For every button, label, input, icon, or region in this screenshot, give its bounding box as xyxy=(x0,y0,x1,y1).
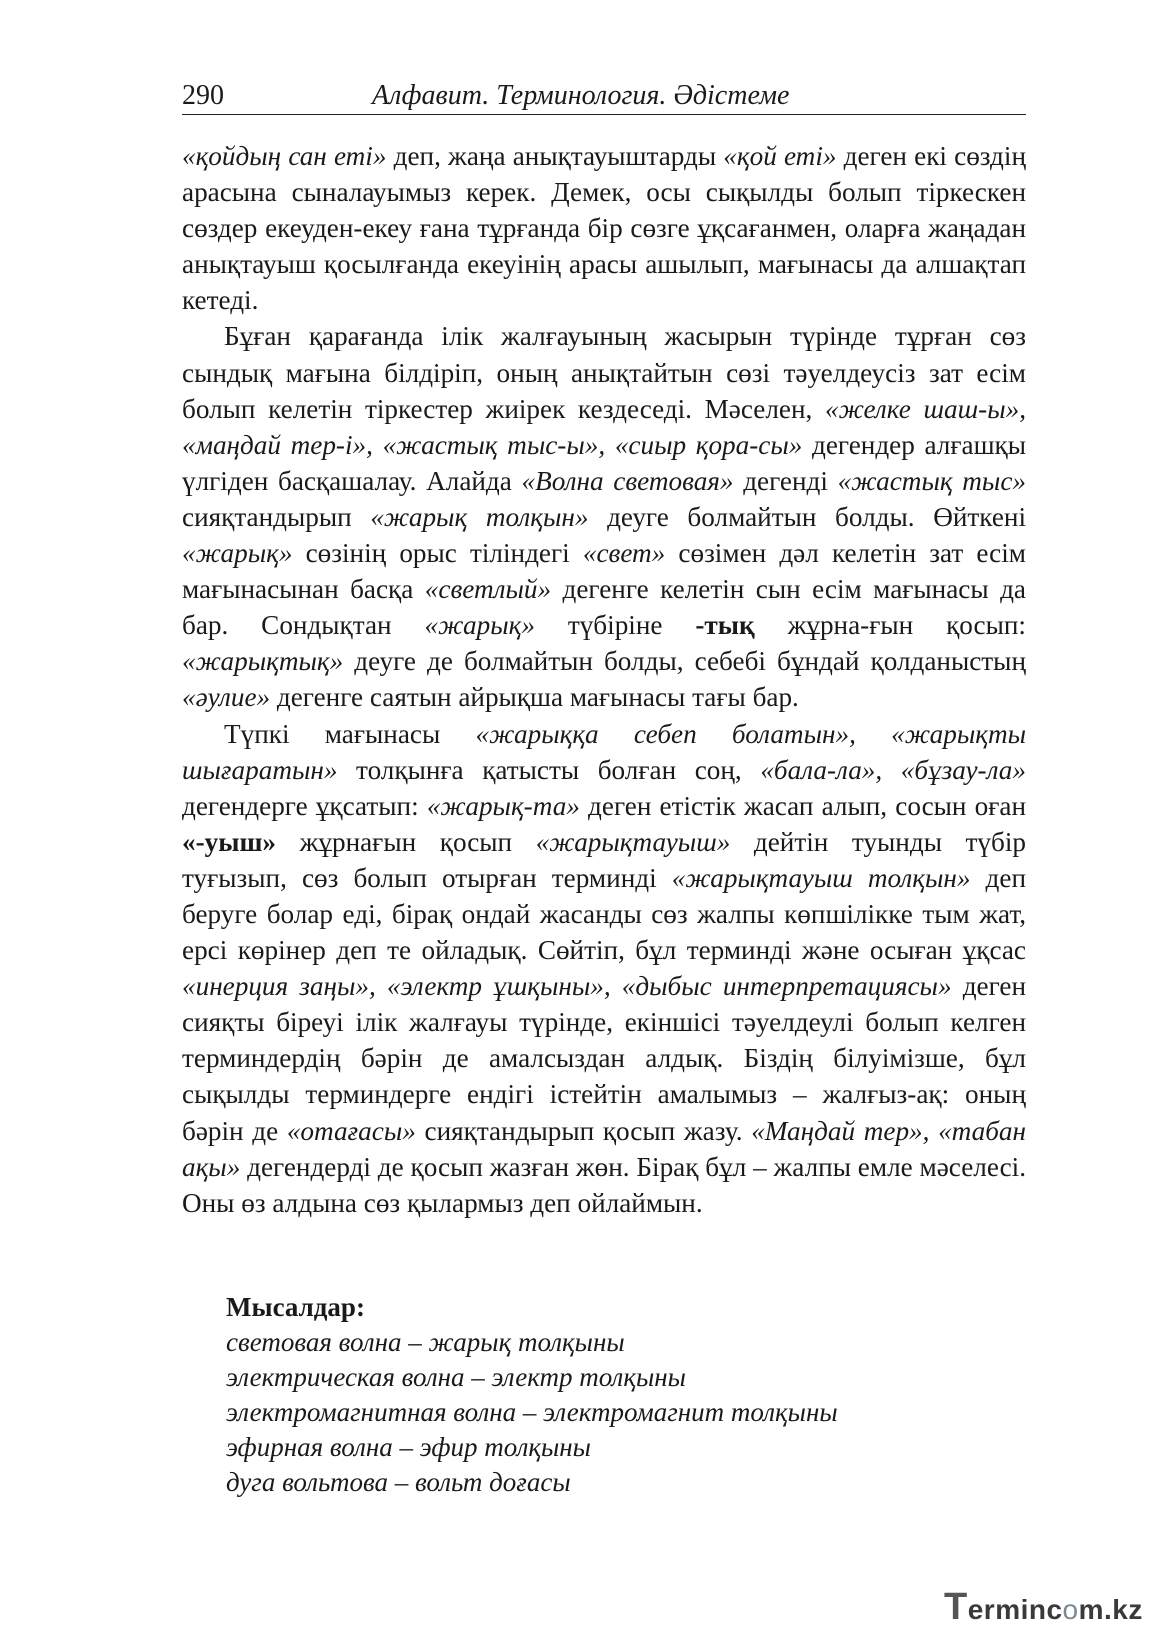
italic-term: «инерция заңы», «электр ұшқыны», «дыбыс интерпретациясы» xyxy=(182,971,952,1002)
text-run: сияқтандырып қосып жазу. xyxy=(415,1115,752,1146)
italic-term: «жарықтауыш» xyxy=(535,826,731,857)
paragraph xyxy=(182,318,1026,715)
example-line: эфирная волна – эфир толқыны xyxy=(226,1432,591,1462)
text-run: деген сияқты біреуі ілік жалғауы түрінде, екіншісі тәуелдеулі болып келген терминдердің бәрін де амалсыздан алдық. Біздің білуімізше, бұл сықылды терминдерге ендігі істейтін амалымыз – жалғыз-ақ: оның бәрін де xyxy=(182,971,1026,1146)
text-run: деуге болмайтын болды. Өйткені xyxy=(588,501,1026,532)
text-run: сөзінің орыс тіліндегі xyxy=(292,538,583,569)
text-run: дегендерді де қосып жазған жөн. Бірақ бұл – жалпы емле мәселесі. Оны өз алдына сөз қылармыз деп ойлаймын. xyxy=(182,1151,1026,1218)
italic-term: «әулие» xyxy=(182,682,271,713)
italic-term: «желке шаш-ы», «маңдай тер-і», «жастық тыс-ы», «сиыр қора-сы» xyxy=(182,393,1027,460)
italic-term: «бала-ла», «бұзау-ла» xyxy=(760,754,1026,785)
text-run: дегенге келетін сын есім мағынасы да бар. Сондықтан xyxy=(182,574,1026,641)
italic-term: «жарық-та» xyxy=(426,790,580,821)
italic-term: «жастық тыс» xyxy=(837,465,1026,496)
text-run: деген екі сөздің арасына сыналауымыз керек. Демек, осы сықылды болып тіркескен сөздер екеуден-екеу ғана тұрғанда бір сөзге ұқсағанмен, оларға жаңадан анықтауыш қосылғанда екеуінің арасы ашылып, мағынасы да алшақтап кетеді. xyxy=(182,141,1026,316)
italic-term: «жарықтық» xyxy=(182,646,344,677)
text-run: Түпкі мағынасы xyxy=(224,718,476,749)
running-header xyxy=(182,78,1026,115)
italic-term: «қойдың сан еті» xyxy=(182,141,387,171)
example-line: электромагнитная волна – электромагнит толқыны xyxy=(226,1397,838,1427)
text-run: дегендерге ұқсатып: xyxy=(182,790,427,821)
text-run: дегендер алғашқы үлгіден басқашалау. Алайда xyxy=(182,429,1026,496)
text-run: деп беруге болар еді, бірақ ондай жасанды сөз жалпы көпшілікке тым жат, ерсі көрінер деп те ойладық. Сөйтіп, бұл терминді және осыған ұқсас xyxy=(182,862,1026,966)
example-line: электрическая волна – электр толқыны xyxy=(226,1362,686,1392)
italic-term: «отағасы» xyxy=(286,1115,416,1146)
text-run: жұрнағын қосып xyxy=(276,826,536,857)
text-run: деген етістік жасап алып, сосын оған xyxy=(579,790,1026,821)
bold-suffix: -тық xyxy=(695,610,755,641)
example-line: световая волна – жарық толқыны xyxy=(226,1327,625,1357)
examples-heading: Мысалдар: xyxy=(226,1292,365,1322)
example-line: дуга вольтова – вольт доғасы xyxy=(226,1467,571,1497)
italic-term: «жарық» xyxy=(424,610,535,641)
text-run: дегенді xyxy=(733,465,838,496)
text-run: түбіріне xyxy=(534,610,696,641)
italic-term: «жарық» xyxy=(182,538,293,569)
text-run: Бұған қарағанда ілік жалғауының жасырын түрінде тұрған сөз сындық мағына білдіріп, оның анықтайтын сөзі тәуелдеусіз зат есім болып келетін тіркестер жиірек кездеседі. Мәселен, xyxy=(182,321,1026,424)
examples-block xyxy=(226,1290,1026,1500)
paragraph xyxy=(182,138,1026,318)
text-run: сияқтандырып xyxy=(182,501,371,532)
text-run: дейтін туынды түбір туғызып, сөз болып отырған терминді xyxy=(182,826,1026,893)
watermark-text: erminc xyxy=(967,1594,1063,1625)
italic-term: «қой еті» xyxy=(723,141,837,171)
watermark-text-end: m.kz xyxy=(1078,1594,1143,1625)
bold-suffix: «-уыш» xyxy=(182,826,277,857)
site-watermark xyxy=(944,1586,1144,1626)
italic-term: «свет» xyxy=(582,538,666,569)
watermark-logo-letter: T xyxy=(944,1586,968,1628)
text-run: жұрна-ғын қосып: xyxy=(754,610,1026,641)
text-run: сөзімен дәл келетін зат есім мағынасынан басқа xyxy=(182,538,1026,605)
italic-term: «жарық толқын» xyxy=(370,501,589,532)
body-text xyxy=(182,138,1026,1221)
italic-term: «Маңдай тер», «табан ақы» xyxy=(182,1115,1026,1182)
italic-term: «Волна световая» xyxy=(521,465,734,496)
watermark-magnifier-icon: o xyxy=(1062,1594,1079,1625)
text-run: деуге де болмайтын болды, себебі бұндай қолданыстың xyxy=(343,646,1026,677)
text-run: толқынға қатысты болған соң, xyxy=(337,754,761,785)
italic-term: «светлый» xyxy=(424,574,552,605)
paragraph xyxy=(182,716,1026,1221)
text-run: дегенге саятын айрықша мағынасы тағы бар. xyxy=(270,682,799,713)
text-run: деп, жаңа анықтауыштарды xyxy=(386,141,724,171)
italic-term: «жарыққа себеп болатын», «жарықты шығаратын» xyxy=(182,718,1027,785)
italic-term: «жарықтауыш толқын» xyxy=(671,862,971,893)
page-number: 290 xyxy=(182,80,224,111)
running-title: Алфавит. Терминология. Әдістеме xyxy=(372,80,790,111)
